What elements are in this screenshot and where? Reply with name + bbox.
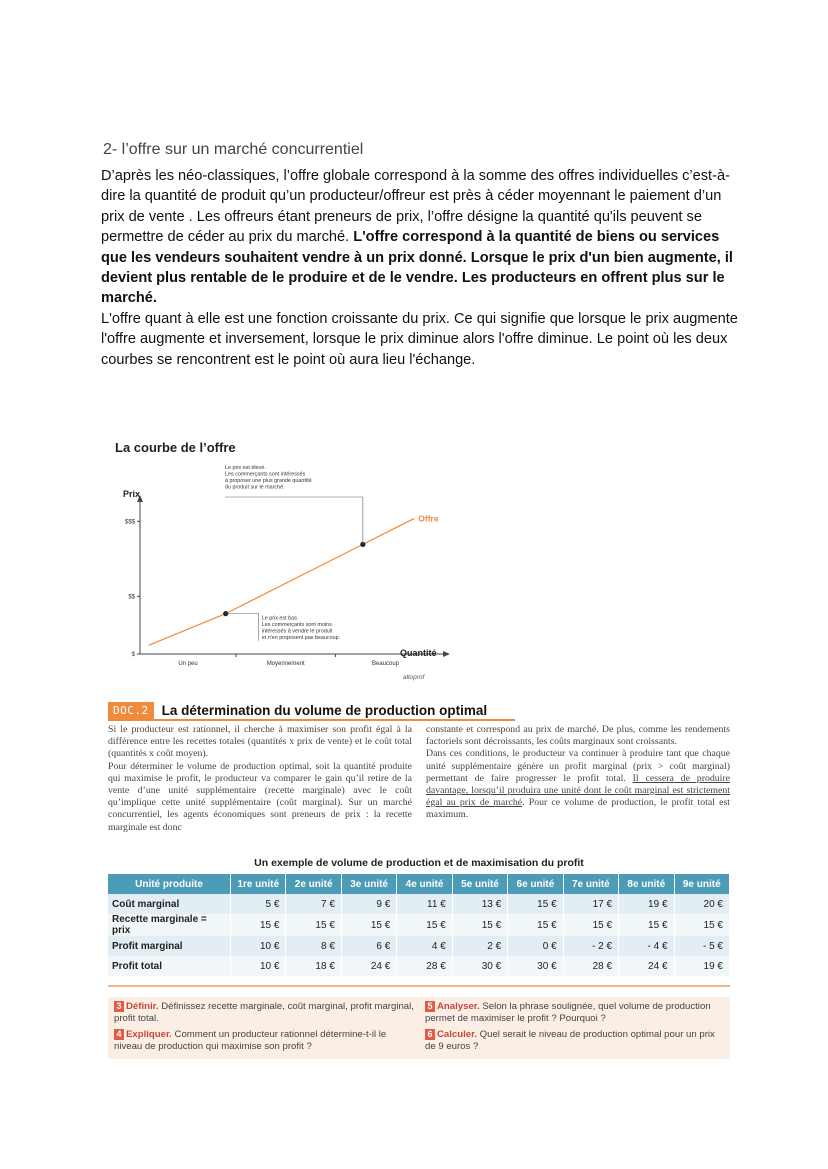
table-cell: 15 €: [675, 914, 730, 936]
x-tick-label: Un peu: [178, 661, 198, 667]
table-cell: - 2 €: [564, 936, 619, 956]
table-cell: 10 €: [231, 936, 286, 956]
question-text: Définissez recette marginale, coût marginal, profit marginal, profit total.: [114, 1001, 414, 1024]
table-cell: 28 €: [564, 956, 619, 976]
table-header-label: Unité produite: [108, 874, 231, 894]
table-cell: 2 €: [453, 936, 508, 956]
annotation-leader: [225, 497, 363, 544]
table-cell: 13 €: [453, 894, 508, 914]
supply-chart: [105, 455, 465, 690]
intro-p1-bold: L'offre correspond à la quantité de biens ou services que les vendeurs souhaitent vendre à un prix donné. Lorsque le prix d'un bien augmente, il devient plus rentable de le produire et de le vendre. Les producteurs en offrent plus sur le marché.: [101, 229, 733, 307]
table-cell: 15 €: [508, 894, 563, 914]
annotation-text: Le prix est bas.: [261, 615, 299, 622]
doc-col2-paragraph-1: constante et correspond au prix de marché. De plus, comme les rendements factoriels sont décroissants, les coûts marginaux sont croissants.: [426, 724, 730, 748]
table-cell: 8 €: [286, 936, 341, 956]
annotation-text: Les commerçants sont moins: [261, 622, 332, 629]
table-cell: 5 €: [231, 894, 286, 914]
chart-source: alloprof: [403, 674, 425, 681]
doc-col2-paragraph-2: [426, 748, 730, 821]
table-cell: 19 €: [619, 894, 674, 914]
question-item: [425, 1001, 725, 1025]
table-cell: 30 €: [453, 956, 508, 976]
table-row: [108, 956, 730, 976]
table-cell: 18 €: [286, 956, 341, 976]
table-cell: 7 €: [286, 894, 341, 914]
intro-paragraph-2: L'offre quant à elle est une fonction croissante du prix. Ce qui signifie que lorsque le prix augmente l'offre augmente et inversement, lorsque le prix diminue alors l'offre diminue. Le point où les deux courbes se rencontrent est le point où aura lieu l'échange.: [101, 310, 738, 368]
table-cell: 15 €: [342, 914, 397, 936]
table-cell: 11 €: [397, 894, 452, 914]
table-header-unit: 1re unité: [231, 874, 286, 894]
table-row-label: Profit marginal: [108, 936, 231, 956]
table-cell: 19 €: [675, 956, 730, 976]
questions-divider: [108, 985, 730, 987]
table-cell: 24 €: [619, 956, 674, 976]
doc-col2-text-a: Dans ces conditions, le producteur va continuer à produire tant que chaque unité supplémentaire génère un profit marginal (prix > coût marginal) permettant de faire progresser le profit total.: [426, 748, 730, 784]
table-cell: 15 €: [453, 914, 508, 936]
question-number: 3: [114, 1001, 124, 1012]
table-header-unit: 5e unité: [453, 874, 508, 894]
table-header-unit: 3e unité: [342, 874, 397, 894]
table-cell: 15 €: [619, 914, 674, 936]
table-cell: 15 €: [397, 914, 452, 936]
question-text: Comment un producteur rationnel détermine-t-il le niveau de production qui maximise son profit ?: [114, 1029, 387, 1052]
x-tick-label: Beaucoup: [372, 661, 400, 667]
questions-box: [108, 997, 730, 1059]
table-header-unit: 8e unité: [619, 874, 674, 894]
table-cell: 6 €: [342, 936, 397, 956]
annotation-text: Les commerçants sont intéressés: [225, 471, 306, 478]
doc-header: [108, 700, 487, 720]
table-cell: 28 €: [397, 956, 452, 976]
annotation-text: à proposer une plus grande quantité: [225, 478, 312, 484]
doc-text: [108, 724, 730, 834]
doc-column-right: [426, 724, 730, 834]
section-title: 2- l’offre sur un marché concurrentiel: [103, 141, 364, 158]
table-row: [108, 936, 730, 956]
doc-title: La détermination du volume de production optimal: [161, 702, 488, 718]
doc-col1-paragraph-2: Pour déterminer le volume de production optimal, soit la quantité produite qui maximise le profit, le producteur va comparer le gain qu’il retire de la vente d’une unité supplémentaire (recette marginale) avec le coût qu’implique cette unité supplémentaire (coût marginal). Sur un marché concurrentiel, les agents économiques sont preneurs de prix : la recette marginale est donc: [108, 760, 412, 833]
table-header-unit: 9e unité: [675, 874, 730, 894]
question-keyword: Définir.: [126, 1001, 159, 1012]
table-cell: 17 €: [564, 894, 619, 914]
question-keyword: Calculer.: [437, 1029, 477, 1040]
question-keyword: Analyser.: [437, 1001, 480, 1012]
doc-title-underline: [108, 719, 515, 721]
annotation-text: intéressés à vendre le produit: [261, 628, 333, 635]
y-tick-label: $$$: [124, 519, 135, 526]
table-header-unit: 4e unité: [397, 874, 452, 894]
table-cell: 15 €: [231, 914, 286, 936]
table-cell: 15 €: [508, 914, 563, 936]
table-title: Un exemple de volume de production et de maximisation du profit: [254, 857, 584, 869]
annotation-text: du produit sur le marché.: [225, 484, 285, 491]
question-text: Selon la phrase soulignée, quel volume de production permet de maximiser le profit ? Pourquoi ?: [425, 1001, 711, 1024]
table-cell: 0 €: [508, 936, 563, 956]
table-row-label: Coût marginal: [108, 894, 231, 914]
question-keyword: Expliquer.: [126, 1029, 172, 1040]
question-item: [114, 1001, 414, 1025]
x-tick-label: Moyennement: [266, 661, 305, 667]
table-cell: 20 €: [675, 894, 730, 914]
doc-col2-text-b: . Pour ce volume de production, le profit total est maximum.: [426, 797, 731, 821]
table-cell: - 5 €: [675, 936, 730, 956]
table-cell: 10 €: [231, 956, 286, 976]
y-axis-label: Prix: [123, 489, 141, 499]
intro-p1-normal: D’après les néo-classiques, l’offre globale correspond à la somme des offres individuelles c’est-à-dire la quantité de produit qu’un producteur/offreur est près à céder moyennant le paiement d’un prix de vente . Les offreurs étant preneurs de prix, l’offre désigne la quantité qu'ils peuvent se permettre de céder au prix du marché.: [101, 168, 730, 246]
doc-badge: DOC.2: [108, 702, 154, 719]
y-tick-label: $$: [128, 594, 135, 601]
question-number: 4: [114, 1029, 124, 1040]
annotation-text: Le prix est élevé.: [225, 465, 266, 471]
table-header-unit: 7e unité: [564, 874, 619, 894]
question-number: 6: [425, 1029, 435, 1040]
x-axis-arrow: [443, 651, 450, 657]
annotation-text: et n'en proposent pas beaucoup.: [261, 635, 341, 642]
table-header-row: [108, 874, 730, 894]
x-axis-label: Quantité: [400, 648, 437, 658]
table-cell: 15 €: [286, 914, 341, 936]
intro-text: [101, 166, 741, 370]
question-number: 5: [425, 1001, 435, 1012]
table-cell: 9 €: [342, 894, 397, 914]
question-text: Quel serait le niveau de production optimal pour un prix de 9 euros ?: [425, 1029, 715, 1052]
table-row-label: Profit total: [108, 956, 231, 976]
annotation-leader: [226, 614, 259, 641]
table-header-unit: 2e unité: [286, 874, 341, 894]
question-item: [425, 1029, 725, 1053]
table-header-unit: 6e unité: [508, 874, 563, 894]
table-cell: 15 €: [564, 914, 619, 936]
table-cell: 24 €: [342, 956, 397, 976]
doc-underlined-sentence: Il cessera de produire davantage, lorsqu’il produira une unité dont le coût marginal est strictement égal au prix de marché: [426, 772, 730, 809]
doc-column-left: [108, 724, 412, 834]
table-row: [108, 894, 730, 914]
y-tick-label: $: [131, 652, 135, 658]
production-table: [108, 874, 730, 976]
table-cell: - 4 €: [619, 936, 674, 956]
question-item: [114, 1029, 414, 1053]
table-row: [108, 914, 730, 936]
table-cell: 30 €: [508, 956, 563, 976]
table-row-label: Recette marginale = prix: [108, 914, 231, 936]
series-label: Offre: [418, 513, 439, 524]
chart-title: La courbe de l’offre: [115, 440, 236, 455]
doc-col1-paragraph-1: Si le producteur est rationnel, il cherche à maximiser son profit égal à la différence entre les recettes totales (quantités x prix de vente) et le coût total (quantités x coût moyen).: [108, 724, 412, 760]
intro-paragraph-1: [101, 166, 741, 309]
table-cell: 4 €: [397, 936, 452, 956]
